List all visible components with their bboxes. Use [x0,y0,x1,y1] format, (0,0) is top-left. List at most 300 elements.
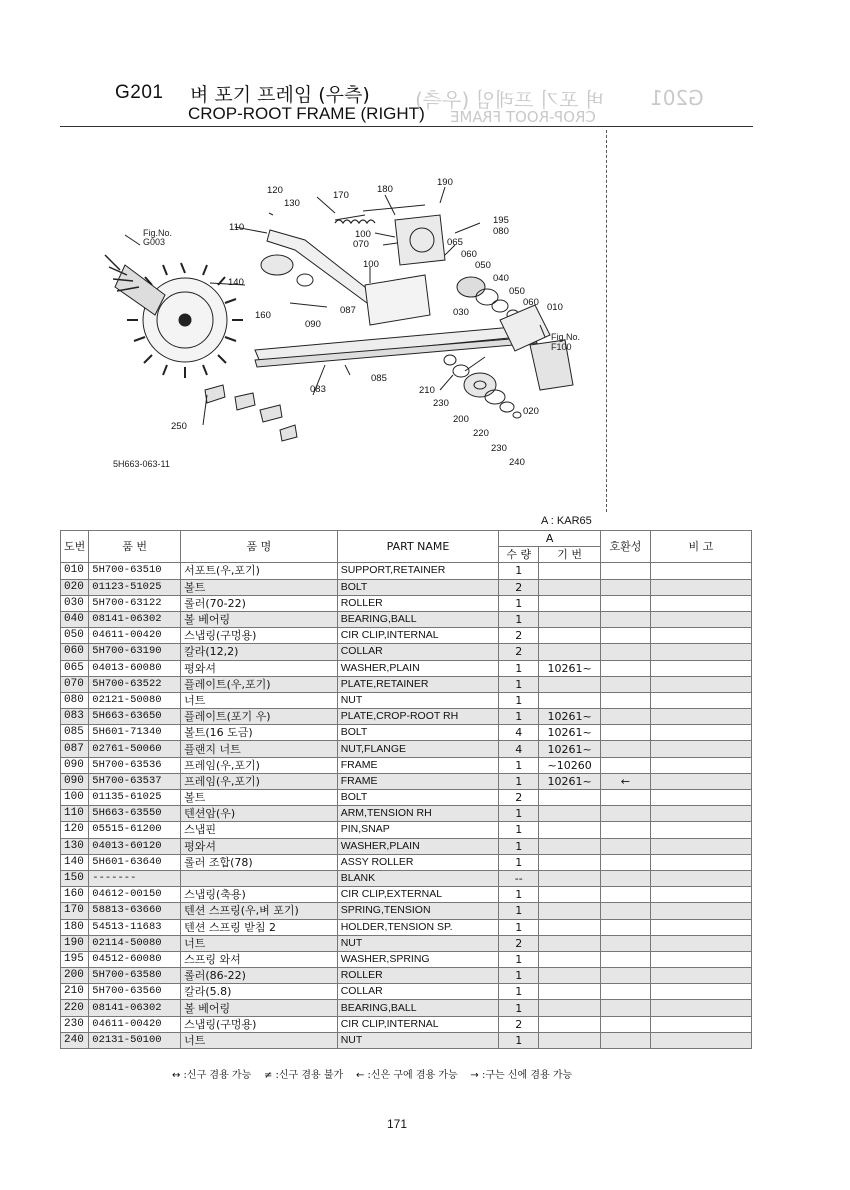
cell-qty: 1 [499,903,539,919]
cell-part-name: NUT,FLANGE [337,741,499,757]
cell-qty: 1 [499,854,539,870]
cell-base: 10261~ [539,741,601,757]
cell-qty: 1 [499,757,539,773]
cell-part-name: NUT [337,692,499,708]
cell-name-ko: 텐션 스프링(우,벼 포기) [181,903,338,919]
cell-part-no: ------- [89,870,181,886]
table-row [61,822,752,838]
cell-qty: 2 [499,1016,539,1032]
cell-part-no: 04612-00150 [89,887,181,903]
cell-qty: 2 [499,579,539,595]
cell-part-name: CIR CLIP,INTERNAL [337,1016,499,1032]
cell-base [539,935,601,951]
cell-name-ko: 서포트(우,포기) [181,563,338,579]
cell-remarks [650,935,751,951]
cell-part-name: CIR CLIP,EXTERNAL [337,887,499,903]
cell-base [539,1016,601,1032]
cell-part-no: 5H700-63537 [89,773,181,789]
cell-base [539,595,601,611]
cell-remarks [650,951,751,967]
cell-ref-no: 020 [61,579,89,595]
cell-base [539,903,601,919]
cell-name-ko: 볼트(16 도금) [181,725,338,741]
cell-name-ko: 평와셔 [181,660,338,676]
cell-part-name: BOLT [337,725,499,741]
cell-part-name: PLATE,CROP-ROOT RH [337,709,499,725]
cell-remarks [650,1016,751,1032]
cell-name-ko: 플레이트(우,포기) [181,676,338,692]
cell-part-no: 5H601-63640 [89,854,181,870]
cell-qty: 2 [499,935,539,951]
callout-210: 210 [419,385,435,396]
cell-ref-no: 040 [61,611,89,627]
cell-base [539,887,601,903]
cell-ref-no: 160 [61,887,89,903]
cell-interchange [601,806,651,822]
cell-part-name: SUPPORT,RETAINER [337,563,499,579]
cell-interchange [601,563,651,579]
header-remarks: 비 고 [650,531,751,563]
callout-240: 240 [509,457,525,468]
cell-base [539,563,601,579]
fig-ref-left-code: G003 [143,237,166,247]
cell-part-no: 01123-51025 [89,579,181,595]
table-row [61,1032,752,1048]
callout-230-b: 230 [491,443,507,454]
cell-name-ko: 평와셔 [181,838,338,854]
cell-remarks [650,741,751,757]
cell-qty: 1 [499,660,539,676]
cell-remarks [650,628,751,644]
cell-part-no: 5H663-63550 [89,806,181,822]
cell-part-no: 08141-06302 [89,611,181,627]
cell-base [539,919,601,935]
cell-base [539,790,601,806]
callout-160: 160 [255,310,271,321]
cell-name-ko: 볼 베어링 [181,1000,338,1016]
callout-130: 130 [284,198,300,209]
cell-ref-no: 220 [61,1000,89,1016]
cell-interchange [601,790,651,806]
cell-qty: 1 [499,838,539,854]
header-interchange: 호환성 [601,531,651,563]
table-row [61,790,752,806]
cell-qty: 1 [499,676,539,692]
callout-100-a: 100 [355,229,371,240]
cell-remarks [650,611,751,627]
cell-qty: -- [499,870,539,886]
cell-name-ko: 너트 [181,1032,338,1048]
cell-base [539,968,601,984]
cell-interchange [601,935,651,951]
cell-part-name: BOLT [337,579,499,595]
table-row [61,773,752,789]
cell-part-no: 02114-50080 [89,935,181,951]
cell-remarks [650,692,751,708]
cell-remarks [650,870,751,886]
model-applicability-note: A : KAR65 [541,515,592,527]
cell-part-no: 5H700-63580 [89,968,181,984]
cell-part-no: 04611-00420 [89,1016,181,1032]
cell-qty: 1 [499,984,539,1000]
cell-ref-no: 120 [61,822,89,838]
callout-030: 030 [453,307,469,318]
cell-part-no: 04013-60120 [89,838,181,854]
cell-ref-no: 110 [61,806,89,822]
cell-ref-no: 090 [61,757,89,773]
ghost-code: G201 [650,86,704,110]
cell-base: 10261~ [539,773,601,789]
cell-interchange [601,984,651,1000]
cell-remarks [650,968,751,984]
table-row [61,725,752,741]
callout-070: 070 [353,239,369,250]
cell-remarks [650,984,751,1000]
cell-part-no: 5H700-63510 [89,563,181,579]
cell-part-name: WASHER,PLAIN [337,838,499,854]
cell-remarks [650,644,751,660]
header-qty: 수 량 [499,547,539,563]
table-row [61,887,752,903]
table-row [61,709,752,725]
cell-ref-no: 200 [61,968,89,984]
cell-interchange [601,644,651,660]
cell-ref-no: 010 [61,563,89,579]
cell-remarks [650,757,751,773]
cell-part-name: SPRING,TENSION [337,903,499,919]
cell-remarks [650,919,751,935]
callout-180: 180 [377,184,393,195]
cell-qty: 2 [499,644,539,660]
cell-name-ko: 롤러(86-22) [181,968,338,984]
cell-interchange [601,660,651,676]
cell-part-name: BEARING,BALL [337,611,499,627]
cell-base [539,951,601,967]
table-row [61,968,752,984]
page-divider-dashed [606,130,607,512]
table-row [61,660,752,676]
cell-part-no: 5H663-63650 [89,709,181,725]
cell-part-no: 04512-60080 [89,951,181,967]
cell-part-no: 5H700-63522 [89,676,181,692]
cell-base: 10261~ [539,660,601,676]
callout-195: 195 [493,215,509,226]
cell-qty: 4 [499,725,539,741]
callout-060-a: 060 [461,249,477,260]
drawing-code: 5H663-063-11 [113,459,170,469]
cell-ref-no: 070 [61,676,89,692]
cell-qty: 2 [499,790,539,806]
cell-part-name: NUT [337,1032,499,1048]
cell-base [539,806,601,822]
cell-remarks [650,725,751,741]
cell-interchange [601,709,651,725]
cell-ref-no: 180 [61,919,89,935]
ghost-title-en: CROP-ROOT FRAME [450,108,596,126]
cell-name-ko: 플레이트(포기 우) [181,709,338,725]
cell-base [539,611,601,627]
header-group-a: A [499,531,601,547]
table-row [61,1000,752,1016]
page-number: 171 [387,1117,408,1131]
cell-remarks [650,595,751,611]
table-row [61,919,752,935]
callout-060-b: 060 [523,297,539,308]
parts-table-body [61,563,752,1049]
legend-new-in-old: → :구는 신에 겸용 가능 [470,1070,573,1081]
cell-qty: 1 [499,709,539,725]
cell-name-ko [181,870,338,886]
cell-interchange [601,611,651,627]
cell-interchange: ← [601,773,651,789]
fig-ref-left-label: Fig.No. [143,228,173,238]
header-rule [60,126,753,127]
cell-interchange [601,757,651,773]
cell-remarks [650,1032,751,1048]
cell-part-name: BLANK [337,870,499,886]
ghost-title-ko: 벼 포기 프레임 (우측) [415,88,605,112]
cell-qty: 1 [499,951,539,967]
cell-part-no: 04611-00420 [89,628,181,644]
table-row [61,579,752,595]
cell-interchange [601,595,651,611]
cell-part-no: 58813-63660 [89,903,181,919]
cell-part-name: ARM,TENSION RH [337,806,499,822]
cell-name-ko: 볼트 [181,579,338,595]
cell-interchange [601,741,651,757]
callout-120: 120 [267,185,283,196]
fig-ref-right-code: F100 [551,342,572,352]
cell-ref-no: 240 [61,1032,89,1048]
callout-200: 200 [453,414,469,425]
cell-ref-no: 195 [61,951,89,967]
cell-part-name: BEARING,BALL [337,1000,499,1016]
cell-part-no: 02121-50080 [89,692,181,708]
cell-name-ko: 텐션 스프링 받침 2 [181,919,338,935]
cell-remarks [650,709,751,725]
cell-name-ko: 볼 베어링 [181,611,338,627]
cell-qty: 4 [499,741,539,757]
callout-220: 220 [473,428,489,439]
cell-qty: 1 [499,822,539,838]
callout-040: 040 [493,273,509,284]
header-base: 기 번 [539,547,601,563]
cell-part-no: 02131-50100 [89,1032,181,1048]
table-row [61,595,752,611]
cell-part-no: 02761-50060 [89,741,181,757]
cell-qty: 1 [499,611,539,627]
cell-name-ko: 스냅링(축용) [181,887,338,903]
fig-ref-right-label: Fig.No. [551,332,581,342]
cell-name-ko: 스냅링(구멍용) [181,628,338,644]
cell-base [539,838,601,854]
cell-part-no: 5H700-63536 [89,757,181,773]
cell-qty: 1 [499,773,539,789]
cell-name-ko: 텐션암(우) [181,806,338,822]
cell-interchange [601,968,651,984]
cell-part-name: COLLAR [337,644,499,660]
cell-remarks [650,1000,751,1016]
callout-050-a: 050 [475,260,491,271]
cell-qty: 1 [499,1000,539,1016]
cell-ref-no: 087 [61,741,89,757]
callout-085: 085 [371,373,387,384]
exploded-parts-diagram [95,175,595,475]
table-row [61,563,752,579]
cell-name-ko: 스냅핀 [181,822,338,838]
cell-interchange [601,854,651,870]
cell-name-ko: 프레임(우,포기) [181,757,338,773]
cell-name-ko: 칼라(5.8) [181,984,338,1000]
cell-ref-no: 170 [61,903,89,919]
cell-interchange [601,692,651,708]
cell-interchange [601,628,651,644]
callout-110: 110 [229,222,245,233]
cell-remarks [650,676,751,692]
cell-part-name: WASHER,PLAIN [337,660,499,676]
cell-remarks [650,660,751,676]
callout-080: 080 [493,226,509,237]
cell-part-name: ROLLER [337,595,499,611]
cell-part-name: PLATE,RETAINER [337,676,499,692]
cell-interchange [601,887,651,903]
callout-140: 140 [228,277,244,288]
cell-part-name: HOLDER,TENSION SP. [337,919,499,935]
cell-ref-no: 085 [61,725,89,741]
cell-name-ko: 롤러 조합(78) [181,854,338,870]
cell-part-name: FRAME [337,757,499,773]
table-row [61,984,752,1000]
cell-interchange [601,1032,651,1048]
cell-part-name: CIR CLIP,INTERNAL [337,628,499,644]
cell-interchange [601,579,651,595]
cell-ref-no: 090 [61,773,89,789]
table-row [61,838,752,854]
table-row [61,854,752,870]
cell-part-name: ASSY ROLLER [337,854,499,870]
callout-100-b: 100 [363,259,379,270]
cell-base: ~10260 [539,757,601,773]
legend-old-in-new: ← :신은 구에 겸용 가능 [355,1070,458,1081]
cell-qty: 1 [499,692,539,708]
parts-table [60,530,752,1049]
header-part-no: 품 번 [89,531,181,563]
cell-ref-no: 150 [61,870,89,886]
cell-base [539,644,601,660]
cell-ref-no: 060 [61,644,89,660]
cell-qty: 1 [499,563,539,579]
cell-base [539,692,601,708]
legend-none: ≠ :신구 겸용 불가 [263,1070,344,1081]
cell-part-name: BOLT [337,790,499,806]
cell-qty: 1 [499,806,539,822]
table-row [61,806,752,822]
cell-part-no: 01135-61025 [89,790,181,806]
cell-name-ko: 플랜지 너트 [181,741,338,757]
table-row [61,903,752,919]
cell-part-no: 5H700-63122 [89,595,181,611]
cell-part-name: FRAME [337,773,499,789]
cell-ref-no: 130 [61,838,89,854]
cell-base [539,1000,601,1016]
cell-qty: 1 [499,595,539,611]
cell-part-no: 04013-60080 [89,660,181,676]
cell-remarks [650,822,751,838]
cell-name-ko: 롤러(70-22) [181,595,338,611]
title-korean: 벼 포기 프레임 (우측) [190,84,370,106]
cell-interchange [601,903,651,919]
cell-interchange [601,870,651,886]
callout-170: 170 [333,190,349,201]
cell-part-no: 08141-06302 [89,1000,181,1016]
cell-interchange [601,1016,651,1032]
cell-part-no: 05515-61200 [89,822,181,838]
cell-qty: 2 [499,628,539,644]
cell-remarks [650,887,751,903]
cell-interchange [601,676,651,692]
cell-remarks [650,790,751,806]
cell-part-no: 5H601-71340 [89,725,181,741]
cell-base [539,822,601,838]
cell-interchange [601,838,651,854]
cell-base [539,854,601,870]
callout-090: 090 [305,319,321,330]
cell-part-name: COLLAR [337,984,499,1000]
header-part-name: PART NAME [337,531,499,563]
cell-ref-no: 050 [61,628,89,644]
cell-base: 10261~ [539,725,601,741]
cell-interchange [601,1000,651,1016]
callout-250: 250 [171,421,187,432]
interchange-legend [172,1066,572,1081]
table-row [61,757,752,773]
cell-base [539,870,601,886]
callout-087: 087 [340,305,356,316]
cell-part-name: ROLLER [337,968,499,984]
cell-part-no: 54513-11683 [89,919,181,935]
callout-020: 020 [523,406,539,417]
cell-ref-no: 083 [61,709,89,725]
cell-ref-no: 080 [61,692,89,708]
header-name-ko: 품 명 [181,531,338,563]
cell-interchange [601,919,651,935]
cell-base [539,579,601,595]
cell-ref-no: 210 [61,984,89,1000]
cell-ref-no: 065 [61,660,89,676]
section-code: G201 [115,82,164,103]
cell-base [539,1032,601,1048]
cell-interchange [601,951,651,967]
cell-remarks [650,563,751,579]
cell-name-ko: 볼트 [181,790,338,806]
cell-remarks [650,806,751,822]
cell-qty: 1 [499,919,539,935]
callout-190: 190 [437,177,453,188]
table-row [61,676,752,692]
cell-name-ko: 프레임(우,포기) [181,773,338,789]
cell-remarks [650,773,751,789]
cell-name-ko: 스프링 와셔 [181,951,338,967]
cell-part-name: NUT [337,935,499,951]
callout-230-a: 230 [433,398,449,409]
cell-ref-no: 030 [61,595,89,611]
table-row [61,611,752,627]
callout-010: 010 [547,302,563,313]
cell-ref-no: 140 [61,854,89,870]
cell-qty: 1 [499,1032,539,1048]
callout-050-b: 050 [509,286,525,297]
table-row [61,628,752,644]
